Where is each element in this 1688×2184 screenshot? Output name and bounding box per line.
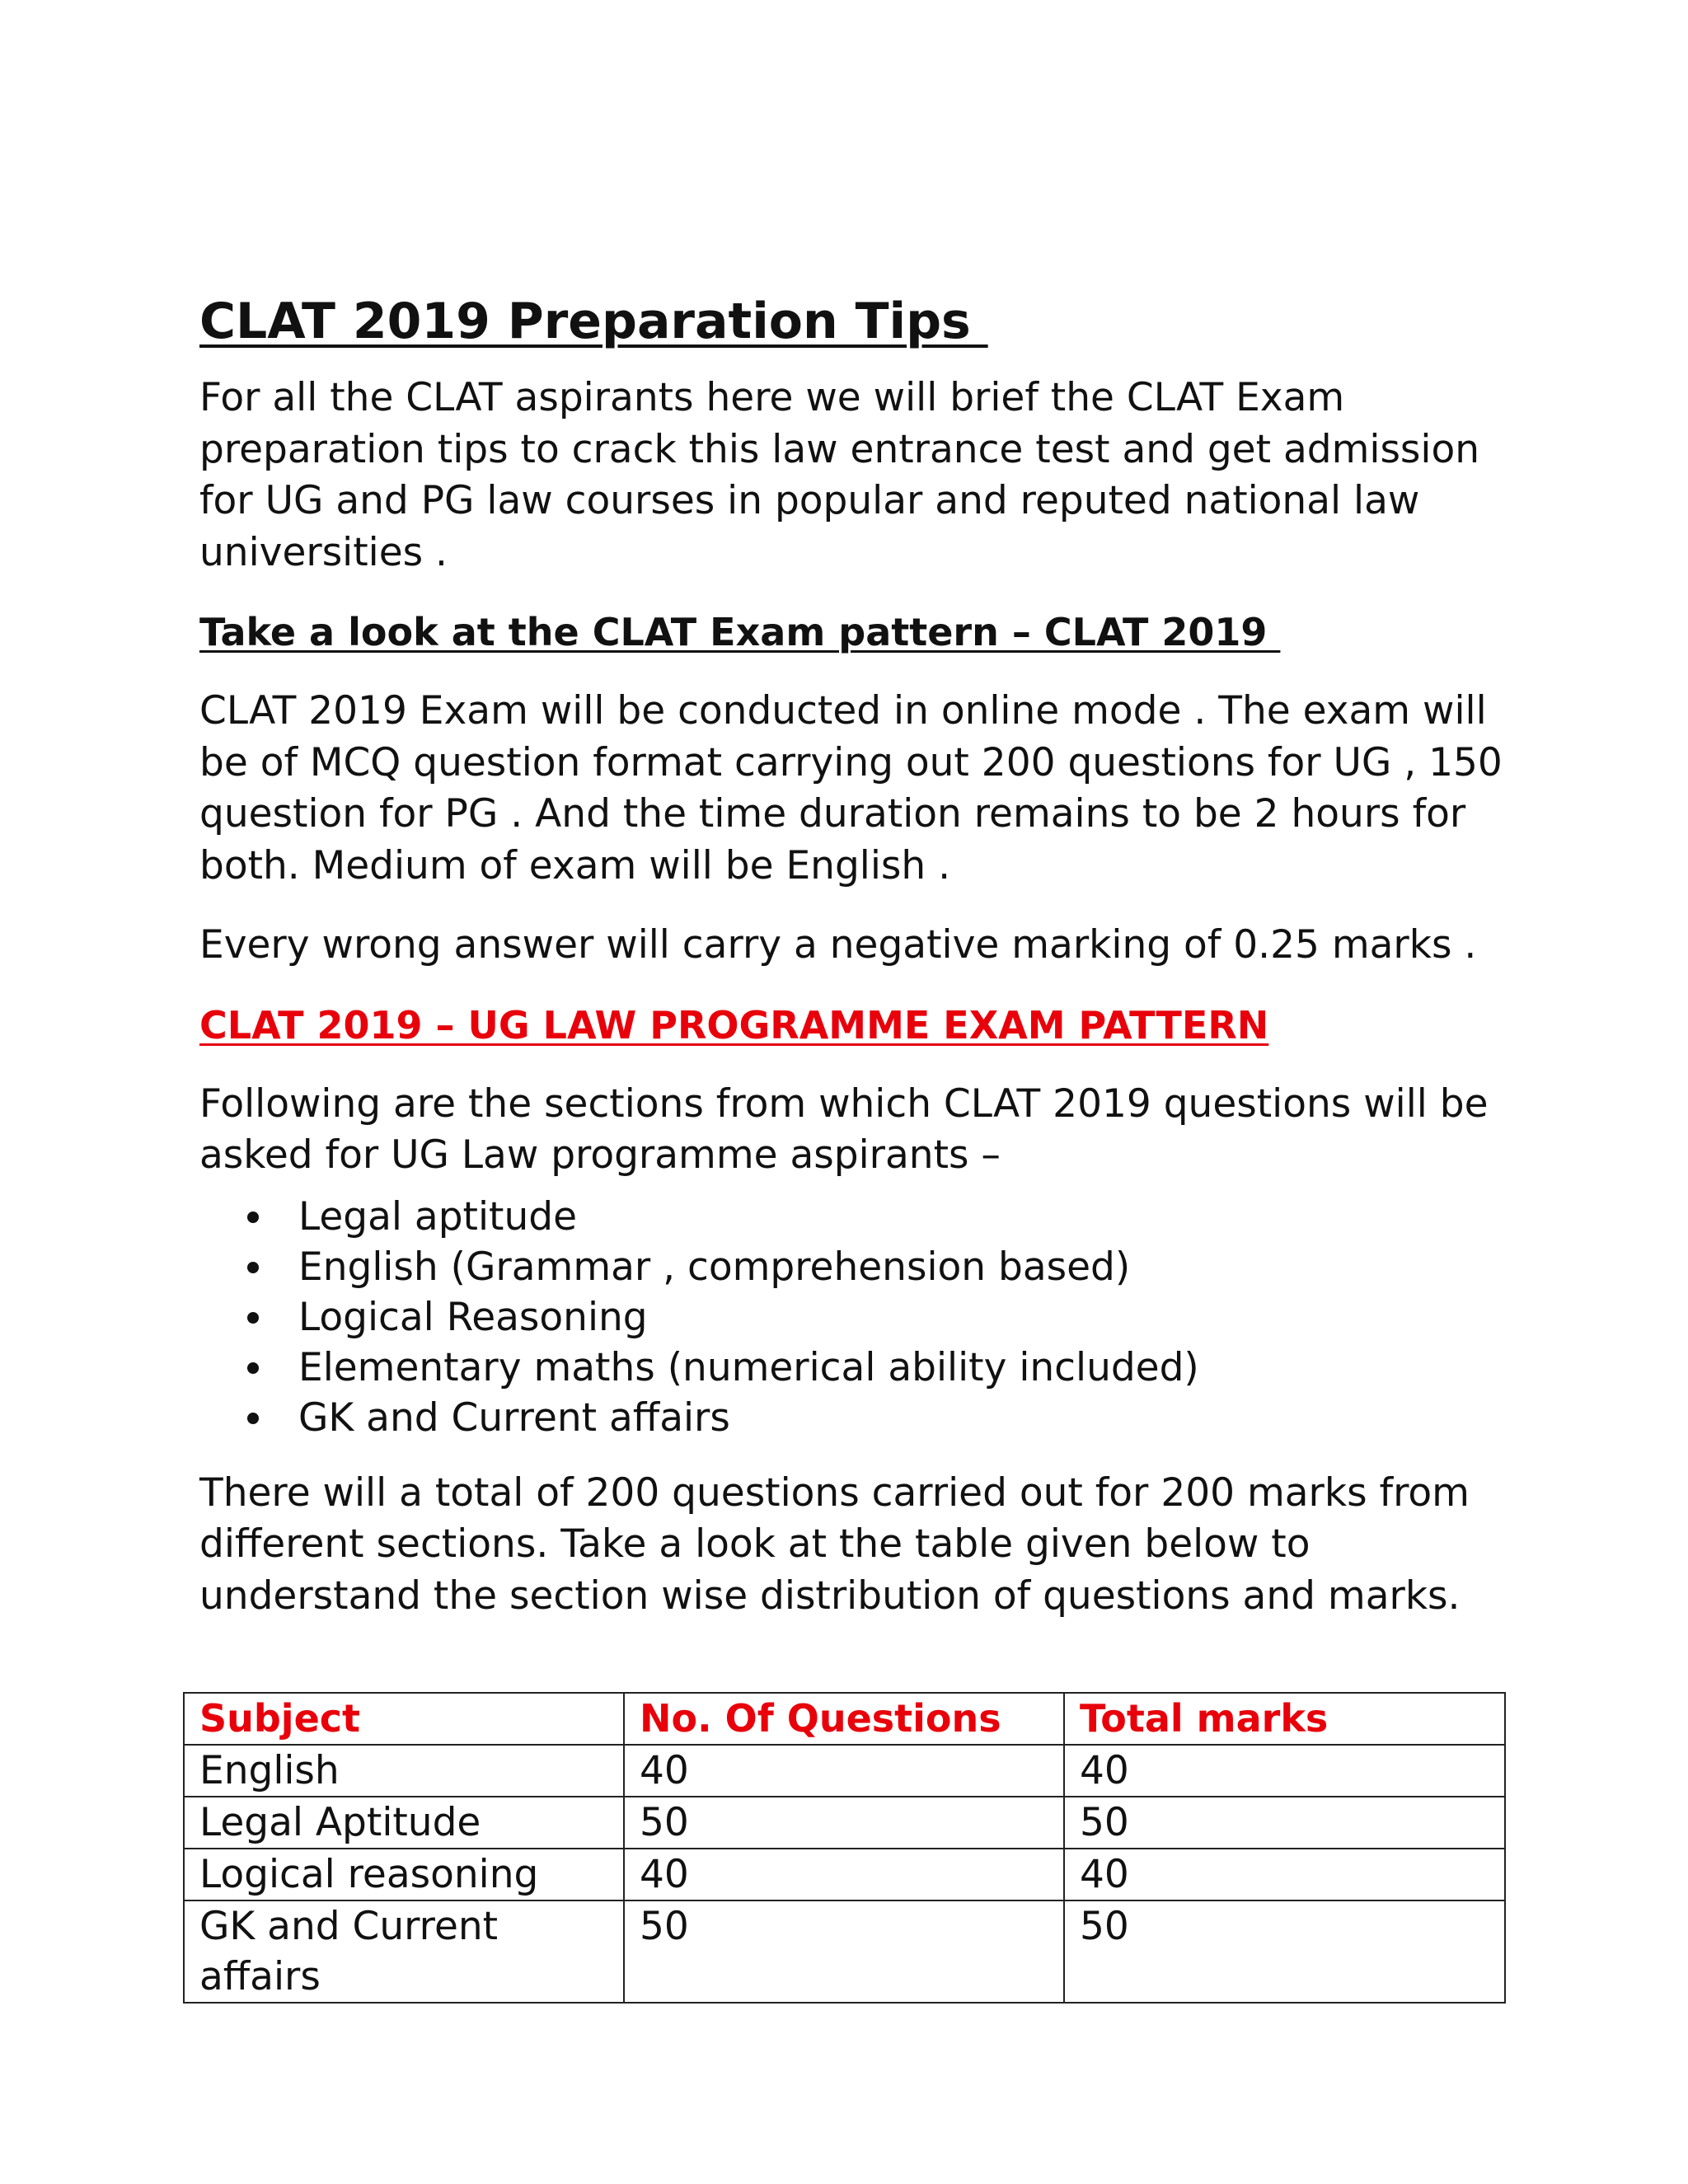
list-item <box>199 1242 1518 1292</box>
list-item <box>199 1292 1518 1343</box>
bullet-icon <box>247 1413 259 1424</box>
marks-table <box>183 1692 1506 2004</box>
table-cell: 40 <box>624 1849 1064 1900</box>
table-cell: Logical reasoning <box>184 1849 624 1900</box>
table-header-cell: Subject <box>184 1693 624 1745</box>
table-header-cell: Total marks <box>1064 1693 1505 1745</box>
table-cell: GK and Current affairs <box>184 1900 624 2003</box>
table-row <box>184 1745 1505 1797</box>
table-header-cell: No. Of Questions <box>624 1693 1064 1745</box>
list-item-label: GK and Current affairs <box>298 1394 730 1441</box>
pattern-paragraph: CLAT 2019 Exam will be conducted in online mode . The exam will be of MCQ question format carrying out 200 questions for UG , 150 question for PG . And the time duration remains to be 2 hours for both. Medium of exam will be English . <box>199 688 1503 888</box>
table-cell: 40 <box>1064 1849 1505 1900</box>
table-row <box>184 1849 1505 1900</box>
table-cell: 50 <box>624 1900 1064 2003</box>
bullet-icon <box>247 1262 259 1273</box>
table-cell: Legal Aptitude <box>184 1797 624 1849</box>
table-cell: 50 <box>1064 1797 1505 1849</box>
list-item-label: Logical Reasoning <box>298 1294 648 1340</box>
document-content <box>199 288 1518 1650</box>
bullet-icon <box>247 1212 259 1223</box>
table-header-row <box>184 1693 1505 1745</box>
list-item <box>199 1192 1518 1242</box>
sections-list <box>199 1192 1518 1443</box>
negative-marking-paragraph: Every wrong answer will carry a negative marking of 0.25 marks . <box>199 922 1477 968</box>
total-paragraph: There will a total of 200 questions carried out for 200 marks from different sections. Take a look at the table given below to understand the section wise distribution of questions and marks. <box>199 1469 1470 1619</box>
ug-pattern-heading: CLAT 2019 – UG LAW PROGRAMME EXAM PATTERN <box>199 1002 1269 1047</box>
table-cell: 40 <box>1064 1745 1505 1797</box>
list-item-label: Legal aptitude <box>298 1193 577 1240</box>
intro-paragraph: For all the CLAT aspirants here we will brief the CLAT Exam preparation tips to crack this law entrance test and get admission for UG and PG law courses in popular and reputed national law universities . <box>199 375 1480 575</box>
table-row <box>184 1797 1505 1849</box>
list-item-label: Elementary maths (numerical ability included) <box>298 1344 1199 1390</box>
table-cell: 40 <box>624 1745 1064 1797</box>
table-cell: 50 <box>624 1797 1064 1849</box>
table-cell: English <box>184 1745 624 1797</box>
pattern-heading: Take a look at the CLAT Exam pattern – CLAT 2019 <box>199 610 1281 654</box>
list-item <box>199 1393 1518 1443</box>
ug-intro-paragraph: Following are the sections from which CLAT 2019 questions will be asked for UG Law programme aspirants – <box>199 1080 1489 1178</box>
table-cell: 50 <box>1064 1900 1505 2003</box>
list-item-label: English (Grammar , comprehension based) <box>298 1244 1131 1290</box>
page-title: CLAT 2019 Preparation Tips <box>199 293 988 350</box>
list-item <box>199 1343 1518 1393</box>
bullet-icon <box>247 1362 259 1374</box>
bullet-icon <box>247 1312 259 1324</box>
table-row <box>184 1900 1505 2003</box>
